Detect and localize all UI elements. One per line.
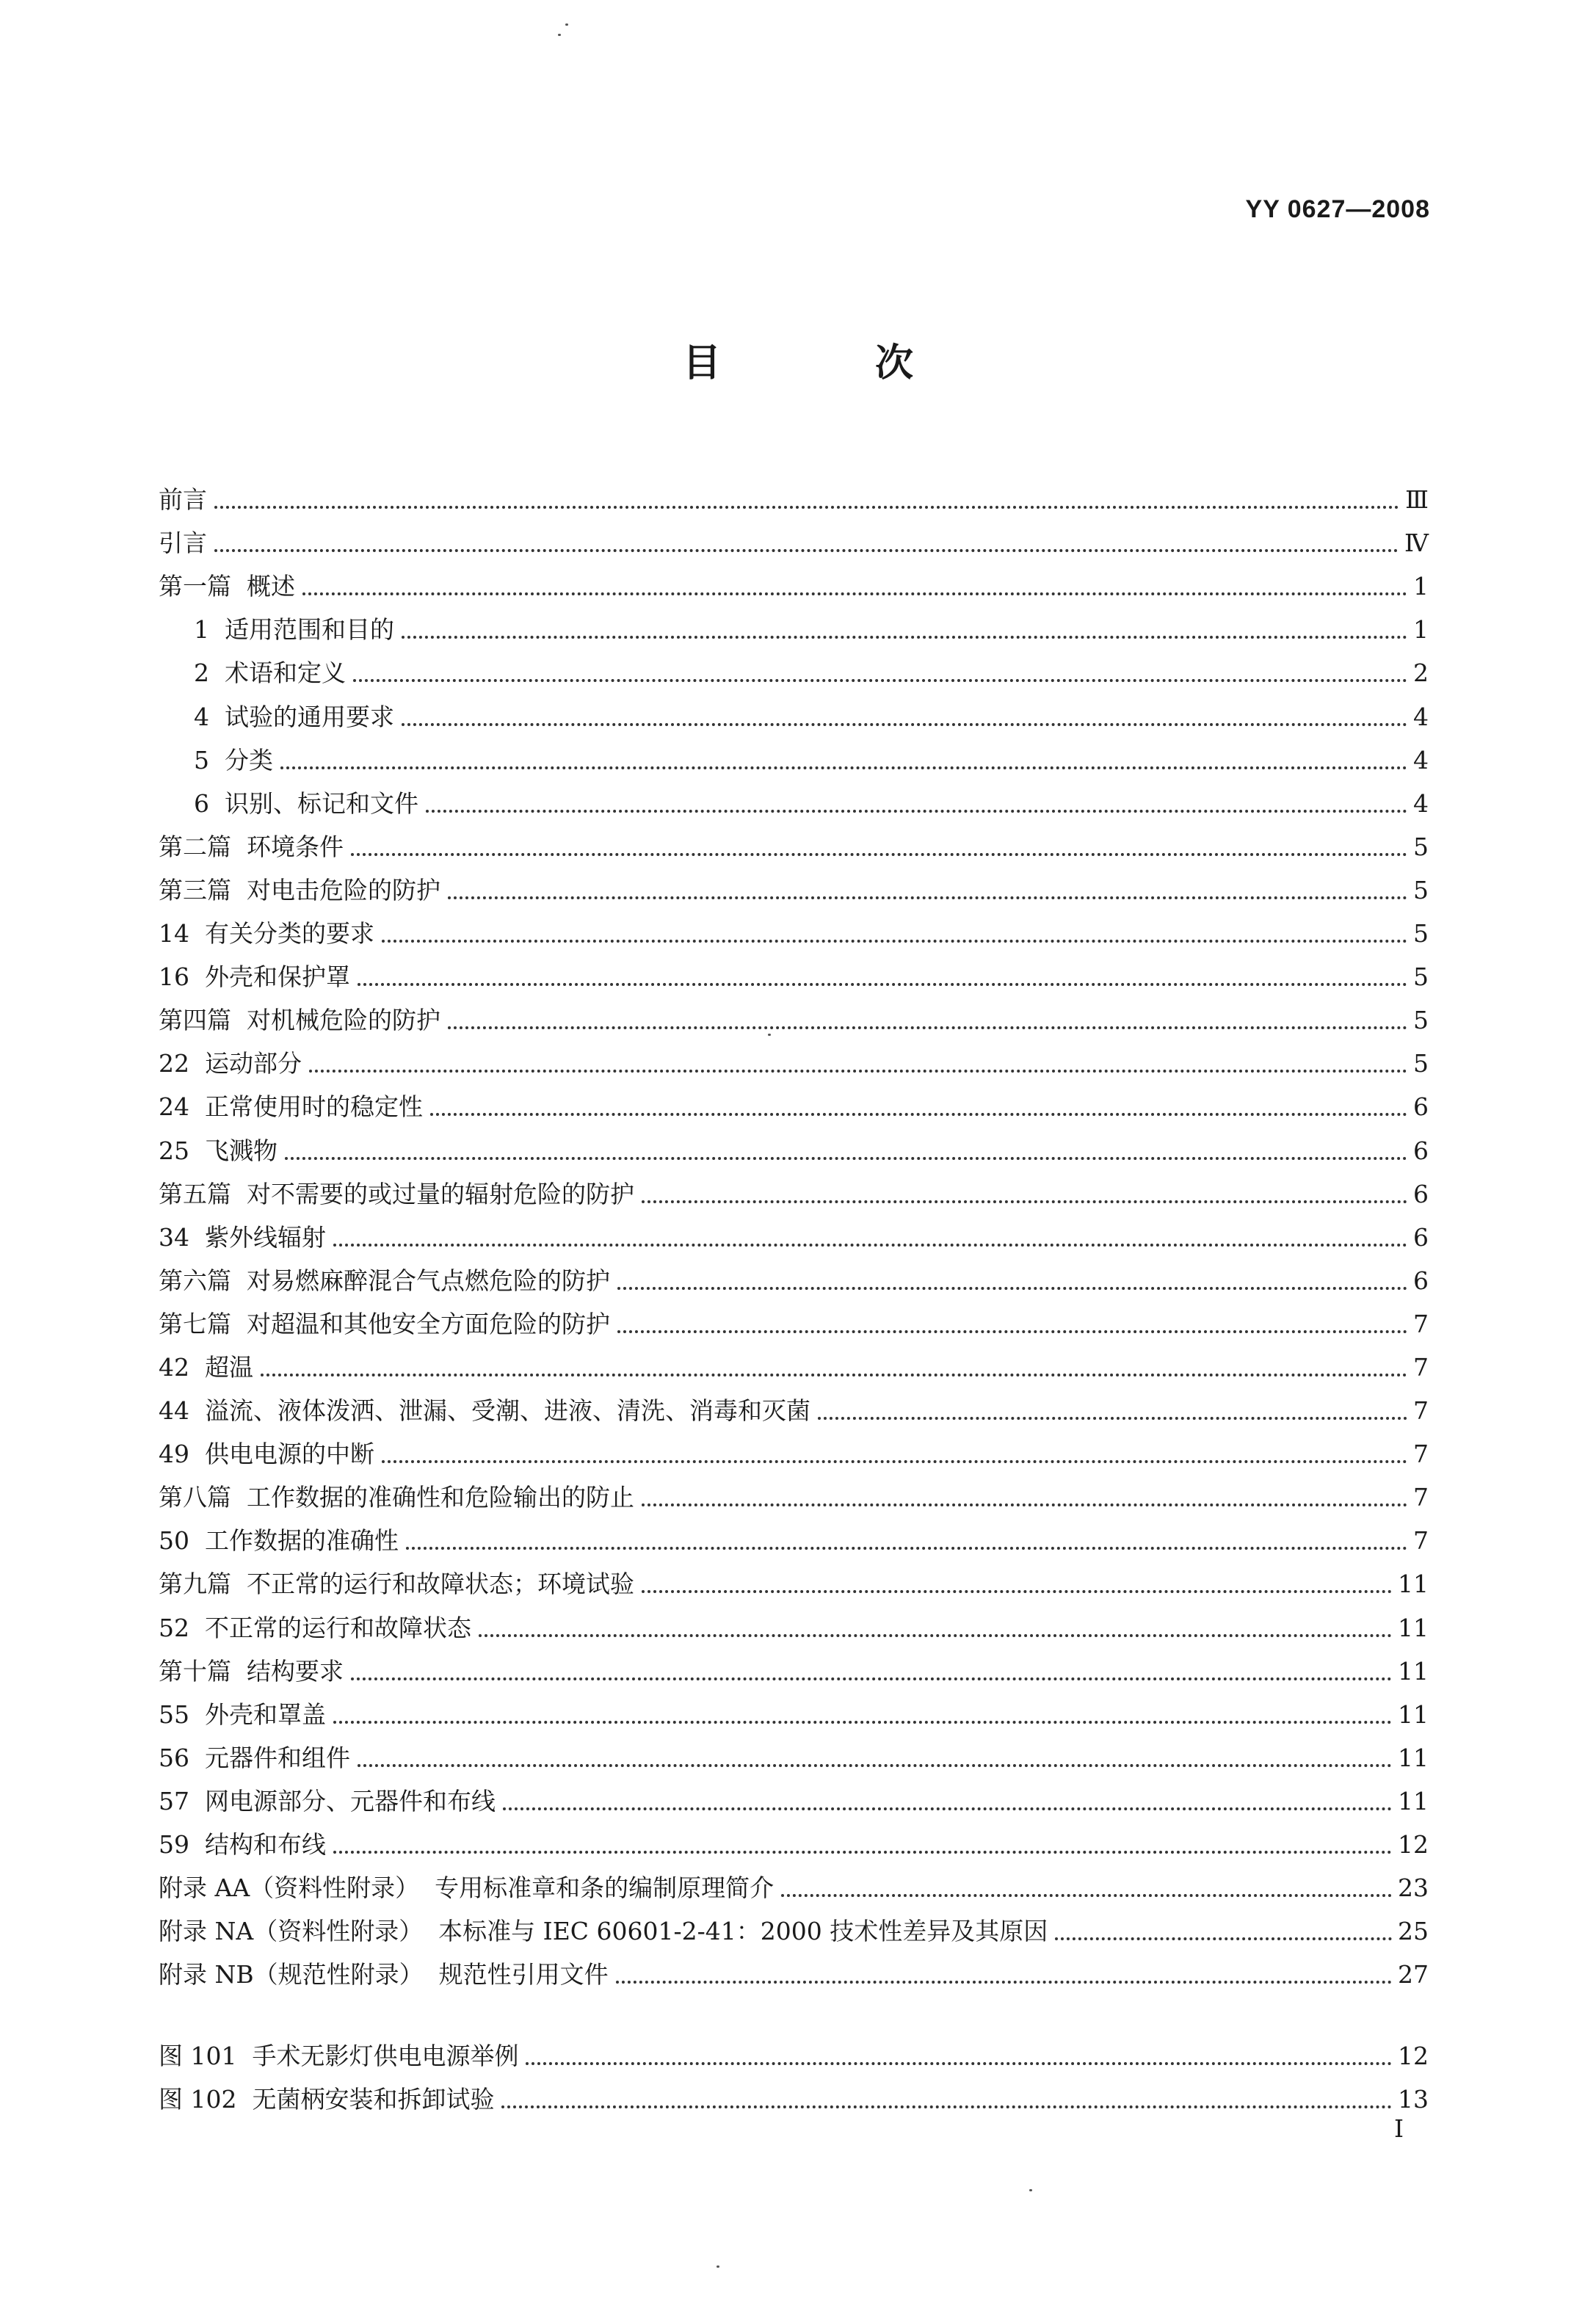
- toc-leader-dots: [214, 548, 1399, 552]
- toc-entry-label: 第七篇 对超温和其他安全方面危险的防护: [159, 1309, 610, 1338]
- toc-entry-page: 11: [1398, 1699, 1429, 1729]
- toc-entry[interactable]: [159, 1078, 1429, 1122]
- toc-leader-dots: [261, 1373, 1407, 1376]
- toc-leader-dots: [285, 1156, 1407, 1160]
- toc-entry-page: 6: [1413, 1222, 1429, 1252]
- toc-entry-page: 4: [1413, 788, 1429, 818]
- toc-leader-dots: [214, 505, 1399, 509]
- toc-leader-dots: [448, 896, 1407, 899]
- table-of-contents: [159, 471, 1429, 1989]
- toc-leader-dots: [406, 1546, 1407, 1550]
- toc-leader-dots: [642, 1503, 1407, 1506]
- toc-entry-page: 27: [1398, 1960, 1429, 1989]
- toc-entry-label: 第九篇 不正常的运行和故障状态；环境试验: [159, 1570, 634, 1599]
- toc-entry[interactable]: [159, 1903, 1429, 1946]
- toc-entry-label: 第五篇 对不需要的或过量的辐射危险的防护: [159, 1179, 634, 1208]
- toc-entry-label: 50 工作数据的准确性: [159, 1526, 399, 1556]
- toc-leader-dots: [333, 1850, 1392, 1854]
- toc-leader-dots: [426, 809, 1407, 813]
- toc-leader-dots: [501, 2105, 1392, 2108]
- toc-entry[interactable]: [159, 1296, 1429, 1339]
- page-title: 目 次: [682, 341, 984, 385]
- toc-leader-dots: [616, 1980, 1392, 1984]
- toc-entry-label: 56 元器件和组件: [159, 1743, 350, 1772]
- toc-leader-dots: [781, 1893, 1392, 1897]
- toc-entry[interactable]: [159, 2071, 1429, 2114]
- toc-entry-label: 第三篇 对电击危险的防护: [159, 875, 440, 904]
- toc-entry-page: 11: [1398, 1743, 1429, 1772]
- toc-entry-page: 7: [1413, 1526, 1429, 1556]
- toc-entry[interactable]: [159, 471, 1429, 515]
- toc-entry-label: 52 不正常的运行和故障状态: [159, 1613, 471, 1642]
- toc-entry-label: 2 术语和定义: [194, 659, 346, 688]
- scan-speck: [565, 23, 568, 26]
- toc-entry-page: 5: [1413, 1049, 1429, 1078]
- toc-entry-label: 24 正常使用时的稳定性: [159, 1092, 423, 1122]
- toc-leader-dots: [309, 1069, 1407, 1073]
- toc-entry-page: Ⅳ: [1404, 529, 1429, 558]
- scan-speck: [1029, 2189, 1032, 2191]
- toc-entry-label: 图 102 无菌柄安装和拆卸试验: [159, 2085, 495, 2114]
- toc-entry-page: 1: [1413, 615, 1429, 645]
- toc-entry[interactable]: [159, 1512, 1429, 1556]
- toc-entry[interactable]: [159, 1209, 1429, 1252]
- toc-entry[interactable]: [159, 948, 1429, 992]
- toc-entry-label: 34 紫外线辐射: [159, 1222, 326, 1252]
- toc-leader-dots: [402, 635, 1407, 639]
- toc-leader-dots: [642, 1200, 1407, 1203]
- toc-entry-page: 13: [1398, 2085, 1429, 2114]
- toc-leader-dots: [818, 1416, 1407, 1420]
- toc-entry-label: 引言: [159, 529, 207, 558]
- scan-speck: [717, 2265, 719, 2268]
- toc-entry-label: 图 101 手术无影灯供电电源举例: [159, 2042, 519, 2071]
- toc-entry-page: 11: [1398, 1570, 1429, 1599]
- toc-entry[interactable]: [159, 1166, 1429, 1209]
- toc-leader-dots: [617, 1286, 1407, 1290]
- toc-entry-label: 57 网电源部分、元器件和布线: [159, 1786, 496, 1815]
- toc-leader-dots: [382, 1459, 1407, 1463]
- toc-leader-dots: [382, 939, 1407, 943]
- toc-entry-page: 12: [1398, 2042, 1429, 2071]
- toc-entry-page: 2: [1413, 659, 1429, 688]
- toc-leader-dots: [1055, 1937, 1392, 1940]
- toc-entry[interactable]: [159, 645, 1429, 688]
- toc-leader-dots: [353, 678, 1407, 682]
- toc-entry[interactable]: [159, 515, 1429, 558]
- toc-entry[interactable]: [159, 1252, 1429, 1296]
- toc-leader-dots: [358, 1763, 1392, 1767]
- toc-entry[interactable]: [159, 1773, 1429, 1816]
- toc-entry-page: 25: [1398, 1917, 1429, 1946]
- toc-entry-label: 第一篇 概述: [159, 572, 295, 601]
- toc-entry[interactable]: [159, 1035, 1429, 1078]
- toc-entry[interactable]: [159, 558, 1429, 601]
- toc-entry[interactable]: [159, 601, 1429, 645]
- toc-entry-label: 25 飞溅物: [159, 1136, 278, 1165]
- toc-entry-page: 7: [1413, 1352, 1429, 1382]
- toc-entry-label: 附录 NA（资料性附录） 本标准与 IEC 60601-2-41：2000 技术性差异及其原因: [159, 1917, 1048, 1946]
- toc-entry[interactable]: [159, 992, 1429, 1035]
- toc-entry[interactable]: [159, 1730, 1429, 1773]
- toc-leader-dots: [351, 852, 1407, 856]
- toc-entry-page: 6: [1413, 1266, 1429, 1295]
- toc-entry[interactable]: [159, 775, 1429, 819]
- toc-entry-label: 22 运动部分: [159, 1049, 302, 1078]
- toc-leader-dots: [526, 2061, 1392, 2065]
- toc-leader-dots: [333, 1720, 1392, 1724]
- toc-entry-label: 前言: [159, 485, 207, 515]
- toc-entry-page: 11: [1398, 1613, 1429, 1642]
- toc-entry[interactable]: [159, 905, 1429, 948]
- toc-entry[interactable]: [159, 1686, 1429, 1730]
- toc-leader-dots: [617, 1329, 1407, 1333]
- toc-entry-page: 5: [1413, 919, 1429, 948]
- scan-speck: [768, 1034, 771, 1036]
- toc-entry-label: 16 外壳和保护罩: [159, 962, 350, 992]
- toc-leader-dots: [430, 1112, 1407, 1116]
- toc-entry-page: 11: [1398, 1786, 1429, 1815]
- toc-entry-label: 4 试验的通用要求: [194, 702, 394, 731]
- toc-leader-dots: [302, 592, 1407, 595]
- page-number: I: [1393, 2114, 1404, 2143]
- toc-leader-dots: [358, 982, 1407, 986]
- toc-entry-page: 6: [1413, 1179, 1429, 1208]
- toc-entry[interactable]: [159, 1860, 1429, 1903]
- toc-entry[interactable]: [159, 1599, 1429, 1642]
- toc-entry-page: 7: [1413, 1483, 1429, 1512]
- toc-entry[interactable]: [159, 1946, 1429, 1989]
- toc-leader-dots: [351, 1677, 1392, 1680]
- toc-entry-label: 44 溢流、液体泼洒、泄漏、受潮、进液、清洗、消毒和灭菌: [159, 1396, 810, 1426]
- toc-entry-label: 第十篇 结构要求: [159, 1656, 344, 1686]
- toc-entry[interactable]: [159, 1426, 1429, 1469]
- toc-entry-label: 5 分类: [194, 745, 273, 774]
- scan-speck: [558, 34, 561, 36]
- toc-entry-page: 7: [1413, 1440, 1429, 1469]
- toc-entry[interactable]: [159, 2028, 1429, 2071]
- toc-entry-label: 14 有关分类的要求: [159, 919, 374, 948]
- toc-entry-page: 5: [1413, 1006, 1429, 1035]
- toc-entry-page: 7: [1413, 1309, 1429, 1338]
- toc-entry-page: 5: [1413, 832, 1429, 861]
- toc-entry-label: 42 超温: [159, 1352, 253, 1382]
- toc-entry-label: 第八篇 工作数据的准确性和危险输出的防止: [159, 1483, 634, 1512]
- toc-entry-page: Ⅲ: [1405, 485, 1429, 515]
- toc-leader-dots: [503, 1807, 1392, 1810]
- toc-entry-label: 49 供电电源的中断: [159, 1440, 374, 1469]
- toc-entry-page: 7: [1413, 1396, 1429, 1426]
- standard-code: YY 0627—2008: [1245, 195, 1430, 223]
- toc-entry-label: 55 外壳和罩盖: [159, 1699, 326, 1729]
- figure-list: [159, 2028, 1429, 2114]
- toc-entry[interactable]: [159, 819, 1429, 862]
- toc-entry[interactable]: [159, 862, 1429, 905]
- toc-entry-page: 12: [1398, 1830, 1429, 1859]
- toc-leader-dots: [402, 722, 1407, 726]
- toc-leader-dots: [642, 1589, 1392, 1593]
- toc-entry-label: 第六篇 对易燃麻醉混合气点燃危险的防护: [159, 1266, 610, 1295]
- toc-entry-label: 6 识别、标记和文件: [194, 788, 418, 818]
- toc-entry[interactable]: [159, 1556, 1429, 1599]
- toc-entry[interactable]: [159, 688, 1429, 731]
- toc-entry[interactable]: [159, 1382, 1429, 1426]
- toc-entry-page: 5: [1413, 875, 1429, 904]
- toc-entry-page: 5: [1413, 962, 1429, 992]
- toc-entry[interactable]: [159, 732, 1429, 775]
- toc-entry-label: 第四篇 对机械危险的防护: [159, 1006, 440, 1035]
- toc-entry-label: 附录 AA（资料性附录） 专用标准章和条的编制原理简介: [159, 1873, 775, 1903]
- toc-leader-dots: [333, 1243, 1407, 1247]
- toc-entry-label: 59 结构和布线: [159, 1830, 326, 1859]
- toc-entry[interactable]: [159, 1122, 1429, 1165]
- toc-entry-page: 6: [1413, 1092, 1429, 1122]
- toc-entry[interactable]: [159, 1816, 1429, 1860]
- toc-leader-dots: [280, 766, 1407, 769]
- toc-entry-label: 1 适用范围和目的: [194, 615, 394, 645]
- toc-leader-dots: [448, 1026, 1407, 1029]
- toc-entry-page: 1: [1413, 572, 1429, 601]
- toc-entry-label: 第二篇 环境条件: [159, 832, 344, 861]
- toc-entry-page: 4: [1413, 745, 1429, 774]
- toc-leader-dots: [479, 1633, 1392, 1637]
- toc-entry-page: 6: [1413, 1136, 1429, 1165]
- toc-entry-page: 23: [1398, 1873, 1429, 1903]
- toc-entry-page: 11: [1398, 1656, 1429, 1686]
- toc-entry-label: 附录 NB（规范性附录） 规范性引用文件: [159, 1960, 609, 1989]
- toc-entry[interactable]: [159, 1339, 1429, 1382]
- toc-entry-page: 4: [1413, 702, 1429, 731]
- toc-entry[interactable]: [159, 1643, 1429, 1686]
- toc-entry[interactable]: [159, 1469, 1429, 1512]
